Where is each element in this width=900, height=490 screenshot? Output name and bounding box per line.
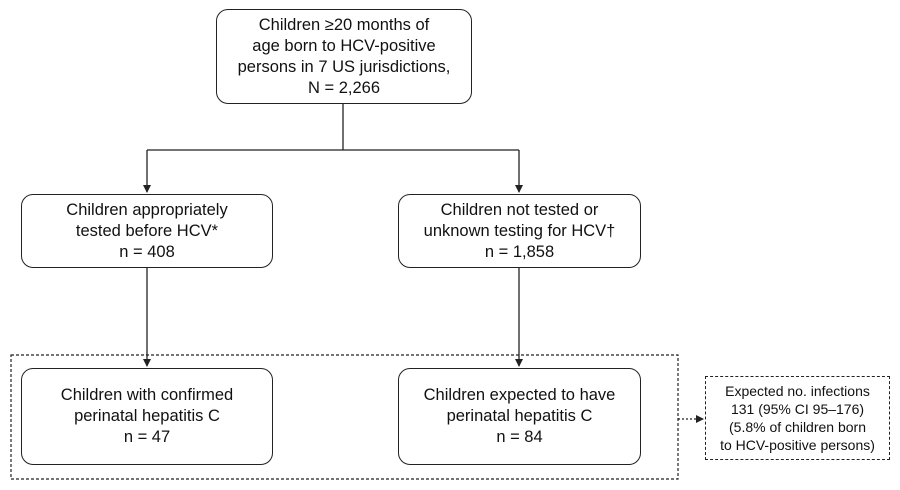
- right-bottom-line-2: perinatal hepatitis C: [446, 407, 593, 425]
- right-mid-line-2: unknown testing for HCV†: [423, 221, 616, 240]
- left-mid-line-3: n = 408: [119, 242, 175, 261]
- top-box-line-4: N = 2,266: [307, 78, 380, 97]
- top-population-box: [216, 9, 472, 104]
- top-box-line-2: age born to HCV-positive: [252, 36, 436, 55]
- left-mid-line-1: Children appropriately: [66, 200, 228, 219]
- expected-hepatitis-box: [398, 368, 641, 465]
- note-line-4: to HCV-positive persons): [720, 437, 875, 453]
- note-line-1: Expected no. infections: [725, 383, 870, 399]
- tested-children-box: [21, 194, 273, 268]
- top-box-line-3: persons in 7 US jurisdictions,: [237, 57, 451, 76]
- note-line-2: 131 (95% CI 95–176): [730, 401, 865, 417]
- top-box-line-1: Children ≥20 months of: [258, 15, 430, 34]
- untested-children-box: [398, 194, 641, 268]
- left-mid-line-2: tested before HCV*: [75, 221, 219, 240]
- right-bottom-line-1: Children expected to have: [423, 386, 616, 404]
- right-mid-line-1: Children not tested or: [440, 200, 599, 219]
- right-mid-line-3: n = 1,858: [484, 242, 555, 261]
- right-bottom-line-3: n = 84: [496, 428, 543, 446]
- confirmed-hepatitis-box: [21, 368, 273, 465]
- note-line-3: (5.8% of children born: [729, 419, 866, 435]
- left-bottom-line-2: perinatal hepatitis C: [74, 407, 220, 425]
- left-bottom-line-1: Children with confirmed: [60, 386, 234, 404]
- expected-infections-note: [705, 376, 890, 460]
- left-bottom-line-3: n = 47: [123, 428, 171, 446]
